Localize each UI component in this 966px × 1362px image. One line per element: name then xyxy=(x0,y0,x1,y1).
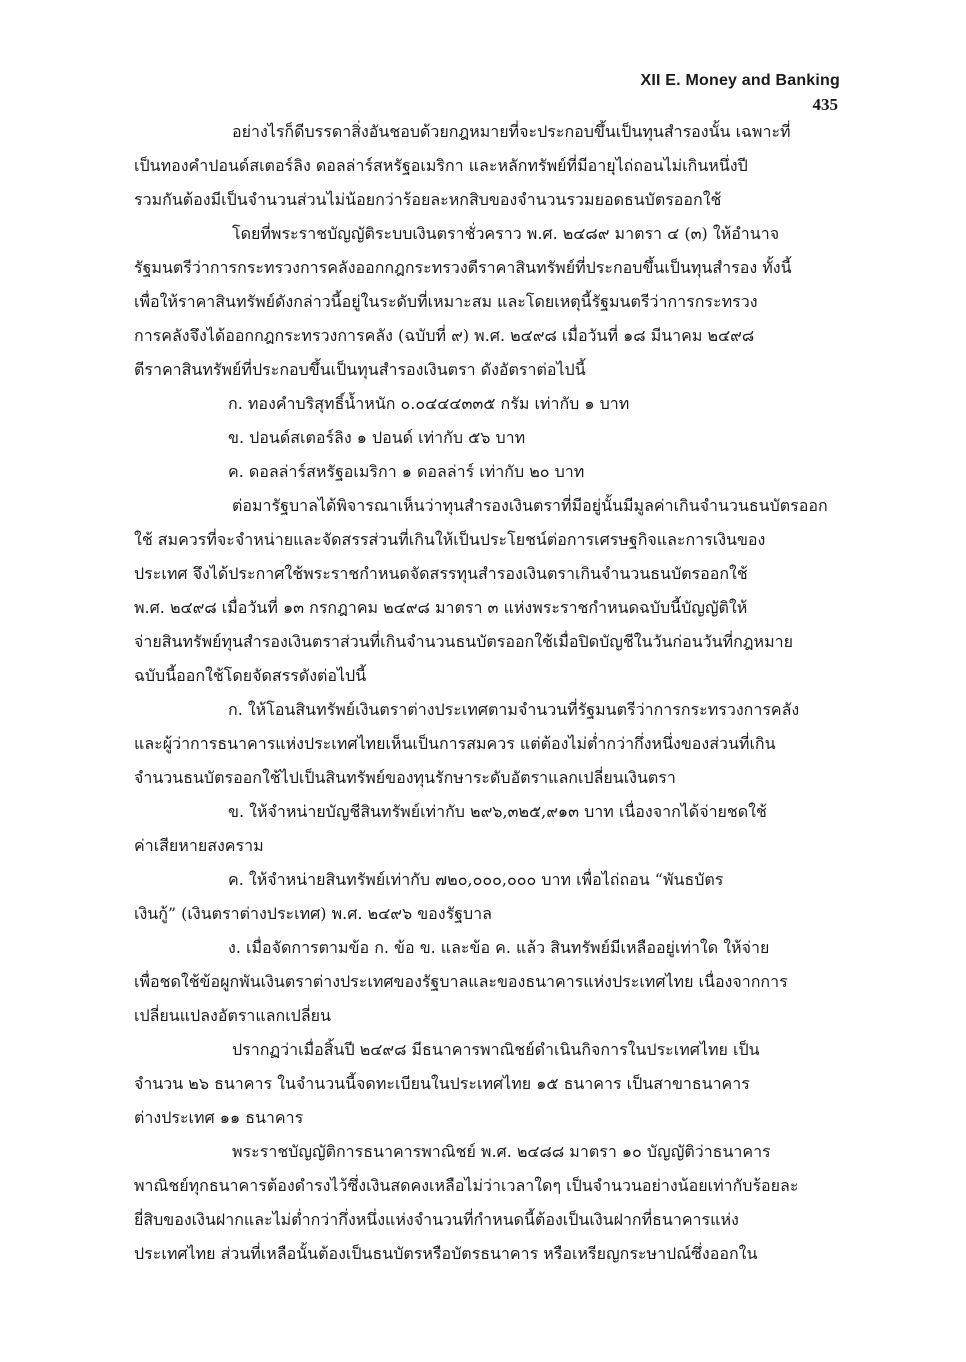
text-line: ใช้ สมควรที่จะจำหน่ายและจัดสรรส่วนที่เกินให้เป็นประโยชน์ต่อการเศรษฐกิจและการเงินของ xyxy=(134,530,766,549)
text-line: ฉบับนี้ออกใช้โดยจัดสรรดังต่อไปนี้ xyxy=(134,666,367,685)
text-line: และผู้ว่าการธนาคารแห่งประเทศไทยเห็นเป็นการสมควร แต่ต้องไม่ต่ำกว่ากึ่งหนึ่งของส่วนที่เกิน xyxy=(134,734,776,753)
text-line: ค่าเสียหายสงคราม xyxy=(134,836,264,855)
text-line: รวมกันต้องมีเป็นจำนวนส่วนไม่น้อยกว่าร้อยละหกสิบของจำนวนรวมยอดธนบัตรออกใช้ xyxy=(134,190,722,209)
list-item: ข. ให้จำหน่ายบัญชีสินทรัพย์เท่ากับ ๒๙๖,๓๒๕,๙๑๓ บาท เนื่องจากได้จ่ายชดใช้ xyxy=(228,802,767,821)
text-line: พาณิชย์ทุกธนาคารต้องดำรงไว้ซึ่งเงินสดคงเหลือไม่ว่าเวลาใดๆ เป็นจำนวนอย่างน้อยเท่ากับร้อยละ xyxy=(134,1176,799,1195)
text-line: จำนวน ๒๖ ธนาคาร ในจำนวนนี้จดทะเบียนในประเทศไทย ๑๕ ธนาคาร เป็นสาขาธนาคาร xyxy=(134,1074,750,1093)
text-line: โดยที่พระราชบัญญัติระบบเงินตราชั่วคราว พ.ศ. ๒๔๘๙ มาตรา ๔ (๓) ให้อำนาจ xyxy=(232,224,780,243)
list-item: ง. เมื่อจัดการตามข้อ ก. ข้อ ข. และข้อ ค. แล้ว สินทรัพย์มีเหลืออยู่เท่าใด ให้จ่าย xyxy=(228,938,770,957)
page-number: 435 xyxy=(812,95,838,114)
text-line: ตีราคาสินทรัพย์ที่ประกอบขึ้นเป็นทุนสำรองเงินตรา ดังอัตราต่อไปนี้ xyxy=(134,360,586,379)
text-line: พ.ศ. ๒๔๙๘ เมื่อวันที่ ๑๓ กรกฎาคม ๒๔๙๘ มาตรา ๓ แห่งพระราชกำหนดฉบับนี้บัญญัติให้ xyxy=(134,598,748,617)
text-line: เพื่อชดใช้ข้อผูกพันเงินตราต่างประเทศของรัฐบาลและของธนาคารแห่งประเทศไทย เนื่องจากการ xyxy=(134,972,788,991)
text-line: จำนวนธนบัตรออกใช้ไปเป็นสินทรัพย์ของทุนรักษาระดับอัตราแลกเปลี่ยนเงินตรา xyxy=(134,768,676,787)
text-line: จ่ายสินทรัพย์ทุนสำรองเงินตราส่วนที่เกินจำนวนธนบัตรออกใช้เมื่อปิดบัญชีในวันก่อนวันที่กฎหมาย xyxy=(134,632,793,651)
text-line: เปลี่ยนแปลงอัตราแลกเปลี่ยน xyxy=(134,1006,331,1025)
text-line: เพื่อให้ราคาสินทรัพย์ดังกล่าวนี้อยู่ในระดับที่เหมาะสม และโดยเหตุนี้รัฐมนตรีว่าการกระทรวง xyxy=(134,292,758,311)
text-line: การคลังจึงได้ออกกฎกระทรวงการคลัง (ฉบับที่ ๙) พ.ศ. ๒๔๙๘ เมื่อวันที่ ๑๘ มีนาคม ๒๔๙๘ xyxy=(134,326,755,345)
list-item: ก. ให้โอนสินทรัพย์เงินตราต่างประเทศตามจำนวนที่รัฐมนตรีว่าการกระทรวงการคลัง xyxy=(228,700,800,719)
text-line: รัฐมนตรีว่าการกระทรวงการคลังออกกฎกระทรวงตีราคาสินทรัพย์ที่ประกอบขึ้นเป็นทุนสำรอง ทั้งนี้ xyxy=(134,258,792,277)
text-line: ประเทศ จึงได้ประกาศใช้พระราชกำหนดจัดสรรทุนสำรองเงินตราเกินจำนวนธนบัตรออกใช้ xyxy=(134,564,748,583)
text-line: ต่างประเทศ ๑๑ ธนาคาร xyxy=(134,1108,304,1127)
list-item: ก. ทองคำบริสุทธิ์น้ำหนัก ๐.๐๔๔๔๓๓๕ กรัม เท่ากับ ๑ บาท xyxy=(228,394,630,413)
section-title: XII E. Money and Banking xyxy=(640,72,840,89)
text-line: พระราชบัญญัติการธนาคารพาณิชย์ พ.ศ. ๒๔๘๘ มาตรา ๑๐ บัญญัติว่าธนาคาร xyxy=(232,1142,771,1161)
text-line: ประเทศไทย ส่วนที่เหลือนั้นต้องเป็นธนบัตรหรือบัตรธนาคาร หรือเหรียญกระษาปณ์ซึ่งออกใน xyxy=(134,1244,758,1263)
list-item: ข. ปอนด์สเตอร์ลิง ๑ ปอนด์ เท่ากับ ๕๖ บาท xyxy=(228,428,526,447)
text-line: ปรากฏว่าเมื่อสิ้นปี ๒๔๙๘ มีธนาคารพาณิชย์ดำเนินกิจการในประเทศไทย เป็น xyxy=(232,1040,760,1059)
text-line: ยี่สิบของเงินฝากและไม่ต่ำกว่ากึ่งหนึ่งแห่งจำนวนที่กำหนดนี้ต้องเป็นเงินฝากที่ธนาคารแห่ง xyxy=(134,1210,739,1229)
list-item: ค. ให้จำหน่ายสินทรัพย์เท่ากับ ๗๒๐,๐๐๐,๐๐๐ บาท เพื่อไถ่ถอน “พันธบัตร xyxy=(228,870,724,889)
text-line: ต่อมารัฐบาลได้พิจารณาเห็นว่าทุนสำรองเงินตราที่มีอยู่นั้นมีมูลค่าเกินจำนวนธนบัตรออก xyxy=(232,496,828,515)
text-line: เงินกู้” (เงินตราต่างประเทศ) พ.ศ. ๒๔๙๖ ของรัฐบาล xyxy=(134,904,492,923)
text-line: อย่างไรก็ดีบรรดาสิ่งอันชอบด้วยกฎหมายที่จะประกอบขึ้นเป็นทุนสำรองนั้น เฉพาะที่ xyxy=(232,122,791,141)
text-line: เป็นทองคำปอนด์สเตอร์ลิง ดอลล่าร์สหรัฐอเมริกา และหลักทรัพย์ที่มีอายุไถ่ถอนไม่เกินหนึ่งปี xyxy=(134,156,748,175)
list-item: ค. ดอลล่าร์สหรัฐอเมริกา ๑ ดอลล่าร์ เท่ากับ ๒๐ บาท xyxy=(228,462,585,481)
